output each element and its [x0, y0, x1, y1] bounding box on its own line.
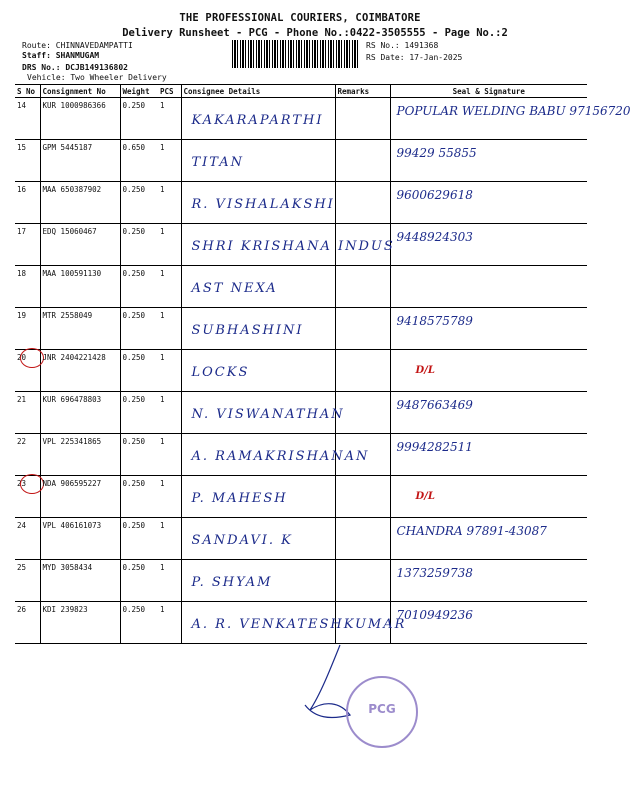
- remarks-cell: [335, 476, 390, 518]
- pcs-cell: [158, 350, 181, 392]
- table-header-row: [15, 85, 587, 98]
- consignment-text: EDQ 15060467: [42, 227, 97, 236]
- staff-line: [22, 51, 99, 61]
- vehicle-value: Two Wheeler Delivery: [70, 73, 167, 82]
- consignee-handwritten: TITAN: [191, 155, 245, 170]
- table-row: [15, 392, 587, 434]
- signature-handwritten: 1373259738: [396, 566, 473, 580]
- pcs-cell: [158, 266, 181, 308]
- pcs-text: 1: [160, 353, 165, 362]
- signature-handwritten: 9487663469: [396, 398, 473, 412]
- rs-date-value: 17-Jan-2025: [409, 53, 463, 62]
- consignee-cell: [181, 350, 335, 392]
- pcs-text: 1: [160, 521, 165, 530]
- seal-cell: [390, 350, 587, 392]
- consignment-text: VPL 406161073: [42, 521, 102, 530]
- consignment-cell: [40, 224, 120, 266]
- remarks-cell: [335, 224, 390, 266]
- consignee-handwritten: AST NEXA: [191, 281, 278, 296]
- consignment-cell: [40, 350, 120, 392]
- weight-text: 0.250: [122, 437, 146, 446]
- drs-line: [22, 63, 128, 73]
- weight-cell: [120, 266, 158, 308]
- seal-cell: [390, 602, 587, 644]
- pcs-cell: [158, 182, 181, 224]
- signature-handwritten: 9418575789: [396, 314, 473, 328]
- col-seal: Seal & Signature: [390, 85, 587, 98]
- consignment-text: JNR 2404221428: [42, 353, 106, 362]
- pcs-text: 1: [160, 101, 165, 110]
- consignee-cell: [181, 602, 407, 644]
- sno-cell: [15, 602, 40, 644]
- seal-cell: [390, 140, 587, 182]
- weight-text: 0.250: [122, 227, 146, 236]
- consignee-handwritten: SUBHASHINI: [191, 323, 304, 338]
- remarks-cell: [335, 182, 390, 224]
- sno-cell: [15, 140, 40, 182]
- col-remarks: Remarks: [335, 85, 390, 98]
- consignment-cell: [40, 434, 120, 476]
- weight-text: 0.250: [122, 521, 146, 530]
- signature-handwritten: 99429 55855: [396, 146, 477, 160]
- consignment-text: KDI 239823: [42, 605, 88, 614]
- signature-handwritten: 7010949236: [396, 608, 473, 622]
- route-value: CHINNAVEDAMPATTI: [55, 41, 133, 50]
- consignment-cell: [40, 602, 120, 644]
- pcs-cell: [158, 518, 181, 560]
- weight-text: 0.250: [122, 395, 146, 404]
- weight-text: 0.250: [122, 353, 146, 362]
- weight-text: 0.650: [122, 143, 146, 152]
- consignee-handwritten: SANDAVI. K: [191, 533, 293, 548]
- table-row: [15, 560, 587, 602]
- weight-cell: [120, 518, 158, 560]
- signature-handwritten: 9448924303: [396, 230, 473, 244]
- pcs-cell: [158, 308, 181, 350]
- weight-text: 0.250: [122, 185, 146, 194]
- consignee-cell: [181, 518, 335, 560]
- pcs-cell: [158, 392, 181, 434]
- staff-label: Staff:: [22, 51, 51, 60]
- rs-date-line: [366, 53, 462, 63]
- remarks-cell: [335, 518, 390, 560]
- pcs-text: 1: [160, 269, 165, 278]
- sno-text: 26: [17, 605, 27, 614]
- consignee-cell: [181, 434, 370, 476]
- pcs-cell: [158, 602, 181, 644]
- pcs-cell: [158, 224, 181, 266]
- weight-cell: [120, 560, 158, 602]
- rs-no-value: 1491368: [404, 41, 439, 50]
- seal-cell: [390, 182, 587, 224]
- pcs-text: 1: [160, 311, 165, 320]
- weight-text: 0.250: [122, 269, 146, 278]
- col-sno: S No: [15, 85, 40, 98]
- consignment-cell: [40, 392, 120, 434]
- pcs-text: 1: [160, 395, 165, 404]
- col-consignment: Consignment No: [40, 85, 120, 98]
- consignee-handwritten: A. RAMAKRISHANAN: [191, 449, 370, 464]
- consignment-text: VPL 225341865: [42, 437, 102, 446]
- consignment-text: MAA 100591130: [42, 269, 102, 278]
- sno-text: 25: [17, 563, 27, 572]
- table-row: [15, 266, 587, 308]
- consignment-text: MAA 650387902: [42, 185, 102, 194]
- consignee-handwritten: P. MAHESH: [191, 491, 288, 506]
- drs-value: DCJB149136802: [65, 63, 128, 72]
- weight-cell: [120, 350, 158, 392]
- table-row: [15, 98, 587, 140]
- pcs-text: 1: [160, 563, 165, 572]
- consignment-cell: [40, 476, 120, 518]
- consignee-cell: [181, 392, 345, 434]
- sno-text: 21: [17, 395, 27, 404]
- sno-cell: [15, 182, 40, 224]
- seal-cell: [390, 266, 587, 308]
- weight-text: 0.250: [122, 101, 146, 110]
- sno-cell: [15, 392, 40, 434]
- consignment-text: KUR 696478803: [42, 395, 102, 404]
- sno-text: 20: [17, 353, 27, 362]
- sno-text: 16: [17, 185, 27, 194]
- weight-cell: [120, 476, 158, 518]
- consignee-cell: [181, 98, 335, 140]
- sno-text: 18: [17, 269, 27, 278]
- table-row: [15, 476, 587, 518]
- consignee-handwritten: N. VISWANATHAN: [191, 407, 345, 422]
- weight-cell: [120, 224, 158, 266]
- pcs-cell: [158, 560, 181, 602]
- route-label: Route:: [22, 41, 51, 50]
- staff-value: SHANMUGAM: [55, 51, 100, 60]
- barcode: [232, 40, 360, 68]
- runsheet-subtitle: Delivery Runsheet - PCG - Phone No.:0422-3505555 - Page No.:2: [122, 27, 508, 39]
- dl-mark: D/L: [415, 491, 435, 502]
- consignee-handwritten: SHRI KRISHANA INDUS: [191, 239, 395, 254]
- consignee-handwritten: P. SHYAM: [191, 575, 273, 590]
- pcs-text: 1: [160, 185, 165, 194]
- consignee-cell: [181, 560, 335, 602]
- remarks-cell: [335, 350, 390, 392]
- consignment-cell: [40, 560, 120, 602]
- table-row: [15, 182, 587, 224]
- consignee-handwritten: LOCKS: [191, 365, 250, 380]
- sno-text: 14: [17, 101, 27, 110]
- remarks-cell: [335, 392, 390, 434]
- seal-cell: [390, 518, 587, 560]
- signature-handwritten: 9994282511: [396, 440, 473, 454]
- seal-cell: [390, 308, 587, 350]
- remarks-cell: [335, 140, 390, 182]
- col-weight: Weight: [120, 85, 158, 98]
- weight-text: 0.250: [122, 311, 146, 320]
- table-row: [15, 602, 587, 644]
- consignment-text: MYD 3058434: [42, 563, 93, 572]
- dl-mark: D/L: [415, 365, 435, 376]
- weight-text: 0.250: [122, 605, 146, 614]
- seal-cell: [390, 476, 587, 518]
- consignment-text: MTR 2558049: [42, 311, 93, 320]
- rs-no-label: RS No.:: [366, 41, 400, 50]
- consignee-cell: [181, 476, 335, 518]
- remarks-cell: [335, 560, 390, 602]
- sno-cell: [15, 560, 40, 602]
- consignee-cell: [181, 224, 395, 266]
- weight-cell: [120, 308, 158, 350]
- pcs-cell: [158, 434, 181, 476]
- pcs-cell: [158, 476, 181, 518]
- rs-date-label: RS Date:: [366, 53, 405, 62]
- remarks-cell: [335, 434, 390, 476]
- sno-text: 24: [17, 521, 27, 530]
- vehicle-label: Vehicle:: [27, 73, 66, 82]
- sno-text: 23: [17, 479, 27, 488]
- table-row: [15, 308, 587, 350]
- weight-cell: [120, 182, 158, 224]
- pcs-text: 1: [160, 437, 165, 446]
- consignee-cell: [181, 140, 335, 182]
- sno-text: 17: [17, 227, 27, 236]
- consignment-cell: [40, 518, 120, 560]
- consignment-cell: [40, 308, 120, 350]
- consignee-cell: [181, 182, 335, 224]
- sno-cell: [15, 98, 40, 140]
- pcs-cell: [158, 140, 181, 182]
- sno-cell: [15, 266, 40, 308]
- weight-cell: [120, 434, 158, 476]
- sno-cell: [15, 434, 40, 476]
- consignee-handwritten: A. R. VENKATESHKUMAR: [191, 617, 407, 632]
- vehicle-line: [27, 73, 167, 83]
- pcg-stamp: [346, 676, 418, 748]
- signature-handwritten: 9600629618: [396, 188, 473, 202]
- pcs-text: 1: [160, 605, 165, 614]
- sno-cell: [15, 350, 40, 392]
- consignee-cell: [181, 266, 335, 308]
- sno-text: 22: [17, 437, 27, 446]
- rs-no-line: [366, 41, 438, 51]
- table-row: [15, 350, 587, 392]
- table-row: [15, 140, 587, 182]
- consignee-cell: [181, 308, 335, 350]
- seal-cell: [390, 560, 587, 602]
- route-line: [22, 41, 133, 51]
- consignee-handwritten: R. VISHALAKSHI: [191, 197, 335, 212]
- runsheet-table: [15, 84, 631, 644]
- sno-cell: [15, 518, 40, 560]
- seal-cell: [390, 392, 587, 434]
- remarks-cell: [335, 98, 390, 140]
- weight-cell: [120, 392, 158, 434]
- seal-cell: [390, 98, 631, 140]
- table-row: [15, 434, 587, 476]
- seal-cell: [390, 434, 587, 476]
- col-pcs: PCS: [158, 85, 181, 98]
- weight-cell: [120, 602, 158, 644]
- stamp-text: PCG: [368, 702, 396, 716]
- pcs-cell: [158, 98, 181, 140]
- pcs-text: 1: [160, 143, 165, 152]
- consignment-cell: [40, 266, 120, 308]
- consignment-cell: [40, 182, 120, 224]
- consignment-text: KUR 1000986366: [42, 101, 106, 110]
- company-title: THE PROFESSIONAL COURIERS, COIMBATORE: [179, 12, 421, 24]
- consignment-cell: [40, 98, 120, 140]
- consignment-cell: [40, 140, 120, 182]
- col-consignee: Consignee Details: [181, 85, 335, 98]
- drs-label: DRS No.:: [22, 63, 61, 72]
- consignment-text: NDA 906595227: [42, 479, 102, 488]
- consignment-text: GPM 5445187: [42, 143, 93, 152]
- sno-cell: [15, 476, 40, 518]
- pcs-text: 1: [160, 227, 165, 236]
- signature-handwritten: CHANDRA 97891-43087: [396, 524, 547, 538]
- table-row: [15, 518, 587, 560]
- signature-handwritten: POPULAR WELDING BABU 97156720: [396, 104, 631, 118]
- sno-text: 19: [17, 311, 27, 320]
- seal-cell: [390, 224, 587, 266]
- remarks-cell: [335, 266, 390, 308]
- pcs-text: 1: [160, 479, 165, 488]
- table-row: [15, 224, 587, 266]
- remarks-cell: [335, 602, 390, 644]
- remarks-cell: [335, 308, 390, 350]
- weight-text: 0.250: [122, 479, 146, 488]
- weight-cell: [120, 140, 158, 182]
- consignee-handwritten: KAKARAPARTHI: [191, 113, 324, 128]
- weight-cell: [120, 98, 158, 140]
- weight-text: 0.250: [122, 563, 146, 572]
- sno-text: 15: [17, 143, 27, 152]
- sno-cell: [15, 308, 40, 350]
- sno-cell: [15, 224, 40, 266]
